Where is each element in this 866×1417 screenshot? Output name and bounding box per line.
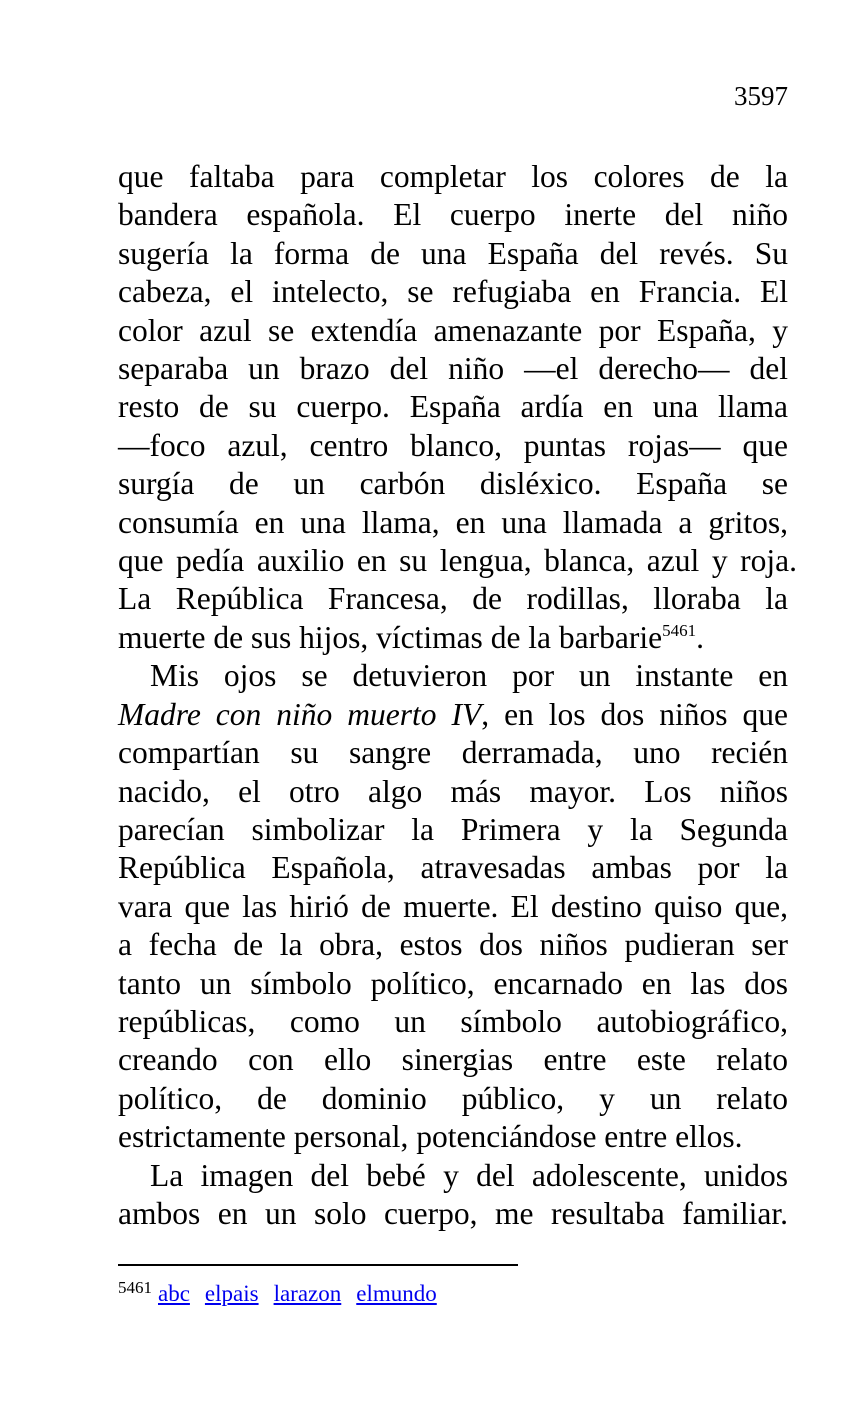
- text-line: creando con ello sinergias entre este relato: [118, 1042, 788, 1078]
- text-line: vara que las hirió de muerte. El destino quiso que,: [118, 888, 788, 924]
- text-line: parecían simbolizar la Primera y la Segunda: [118, 811, 788, 847]
- text-line: nacido, el otro algo más mayor. Los niños: [118, 773, 788, 809]
- text-line: resto de su cuerpo. España ardía en una llama: [118, 389, 788, 425]
- footnote-divider: [118, 1264, 518, 1266]
- text-line: color azul se extendía amenazante por España, y: [118, 312, 788, 348]
- text-line: a fecha de la obra, estos dos niños pudieran ser: [118, 927, 788, 963]
- text-line: República Española, atravesadas ambas por la: [118, 850, 788, 886]
- text-line: surgía de un carbón disléxico. España se: [118, 466, 788, 502]
- text-line: político, de dominio público, y un relato: [118, 1080, 788, 1116]
- text-line: bandera española. El cuerpo inerte del niño: [118, 197, 788, 233]
- text-line: La imagen del bebé y del adolescente, unidos: [150, 1157, 788, 1193]
- footnote-link-elpais[interactable]: elpais: [204, 1281, 259, 1306]
- text-fragment: .: [696, 619, 704, 655]
- text-line: cabeza, el intelecto, se refugiaba en Francia. El: [118, 274, 788, 310]
- text-line: que faltaba para completar los colores de la: [118, 159, 788, 194]
- artwork-title: Madre con niño muerto IV: [118, 696, 482, 732]
- footnote-number: 5461: [118, 1278, 152, 1297]
- text-line: repúblicas, como un símbolo autobiográfico,: [118, 1003, 788, 1039]
- paragraph-2: [118, 657, 788, 1156]
- text-fragment: , en los dos niños que: [481, 696, 788, 732]
- footnote: [118, 1280, 452, 1310]
- text-line: sugería la forma de una España del revés. Su: [118, 235, 788, 271]
- text-line: [118, 696, 788, 734]
- text-fragment: muerte de sus hijos, víctimas de la barbarie: [118, 619, 663, 655]
- text-line-last: estrictamente personal, potenciándose entre ellos.: [118, 1119, 743, 1155]
- paragraph-3: [118, 1157, 788, 1234]
- text-line: Mis ojos se detuvieron por un instante en: [150, 658, 788, 694]
- text-line: que pedía auxilio en su lengua, blanca, azul y roja.: [118, 543, 797, 579]
- text-line: tanto un símbolo político, encarnado en las dos: [118, 965, 788, 1001]
- paragraph-1: [118, 158, 797, 657]
- text-line: ambos en un solo cuerpo, me resultaba familiar.: [118, 1195, 788, 1231]
- footnote-link-abc[interactable]: abc: [158, 1281, 190, 1306]
- text-line-last: [118, 619, 788, 657]
- body-text: [118, 158, 797, 1233]
- text-line: consumía en una llama, en una llamada a gritos,: [118, 504, 788, 540]
- footnote-link-elmundo[interactable]: elmundo: [356, 1281, 437, 1306]
- text-line: compartían su sangre derramada, uno recién: [118, 735, 788, 771]
- page-number: 3597: [734, 81, 788, 111]
- text-line: La República Francesa, de rodillas, lloraba la: [118, 581, 788, 617]
- text-line: separaba un brazo del niño —el derecho— del: [118, 351, 788, 387]
- footnote-reference[interactable]: 5461: [662, 620, 697, 640]
- text-line: —foco azul, centro blanco, puntas rojas— que: [118, 427, 788, 463]
- footnote-link-larazon[interactable]: larazon: [273, 1281, 342, 1306]
